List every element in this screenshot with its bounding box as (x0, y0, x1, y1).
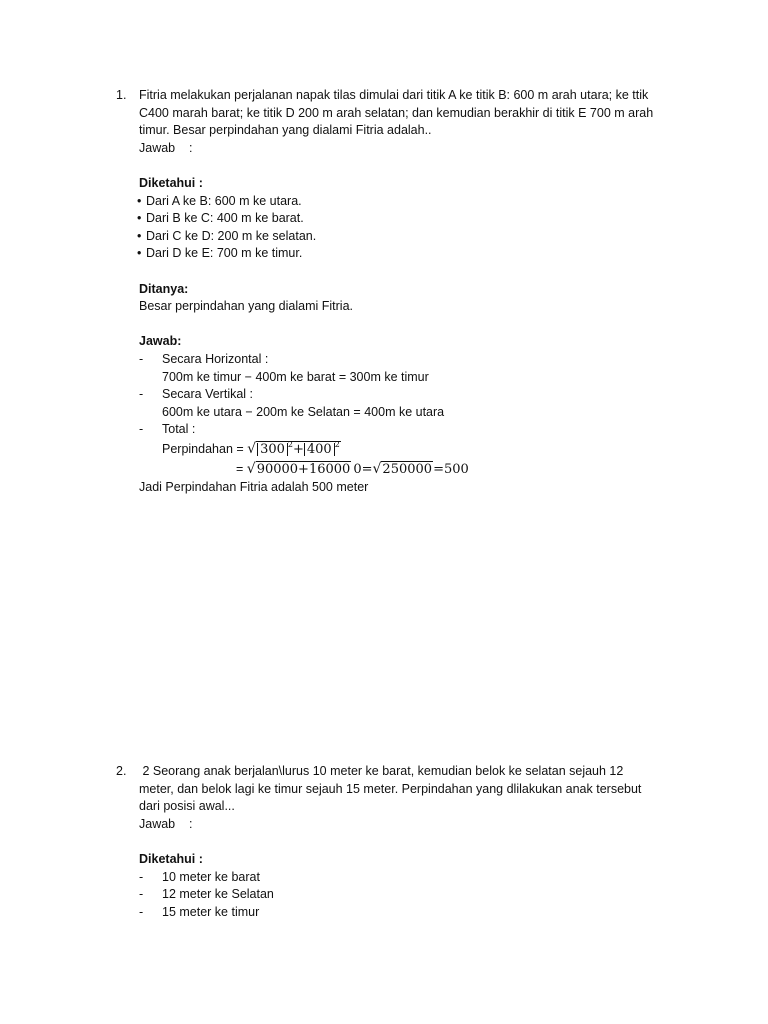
jawab-label: Jawab : (139, 816, 193, 831)
vertical-calc: 600m ke utara − 200m ke Selatan = 400m ke utara (162, 404, 445, 419)
diketahui-label: Diketahui : (139, 175, 203, 190)
formula-line-1 (139, 439, 699, 460)
horizontal-label: Secara Horizontal : (162, 351, 269, 366)
abs-400: 400 (304, 443, 335, 456)
jawab-heading: Jawab: (139, 334, 182, 349)
plus-sign: + (292, 441, 304, 457)
diketahui-item (139, 886, 699, 904)
exponent: 2 (334, 439, 340, 449)
formula-result (247, 462, 469, 477)
eq-sign: = (361, 461, 373, 477)
question-2-line-3: dari posisi awal... (139, 799, 235, 814)
question-2-line-2: meter, dan belok lagi ke timur sejauh 15 meter. Perpindahan yang dlilakukan anak tersebut (139, 781, 642, 796)
horizontal-calc: 700m ke timur − 400m ke barat = 300m ke timur (162, 369, 429, 384)
formula-line-2 (139, 460, 699, 479)
total-item (139, 421, 699, 439)
perpindahan-label: Perpindahan = (162, 441, 248, 456)
conclusion: Jadi Perpindahan Fitria adalah 500 meter (139, 479, 369, 494)
result-value: =500 (433, 461, 469, 477)
question-1-line-2: C400 marah barat; ke titik D 200 m arah selatan; dan kemudian berakhir di titik E 700 m arah (139, 105, 654, 120)
question-2 (139, 763, 699, 921)
diketahui-item: • Dari C ke D: 200 m ke selatan. (138, 228, 699, 246)
sqrt-symbol: √ (372, 460, 382, 477)
question-1-number: 1. (116, 88, 127, 102)
diketahui-item (139, 904, 699, 922)
diketahui-item-text: 15 meter ke timur (162, 904, 260, 919)
exponent: 2 (287, 439, 293, 449)
dash-marker: - (139, 422, 144, 437)
ditanya-label: Ditanya: (139, 281, 189, 296)
diketahui-item-text: 10 meter ke barat (162, 869, 260, 884)
diketahui-item (139, 869, 699, 887)
diketahui-item-text: 12 meter ke Selatan (162, 887, 274, 902)
dash-marker: - (139, 351, 144, 366)
jawab-label: Jawab : (139, 140, 193, 155)
dash-marker: - (139, 904, 144, 919)
sqrt-sum: 90000+16000 (256, 461, 351, 477)
question-1 (139, 87, 699, 496)
question-2-number: 2. (116, 764, 127, 778)
diketahui-item: • Dari A ke B: 600 m ke utara. (138, 193, 699, 211)
question-1-line-3: timur. Besar perpindahan yang dialami Fitria adalah.. (139, 123, 432, 138)
diketahui-item: • Dari D ke E: 700 m ke timur. (138, 245, 699, 263)
vertical-label: Secara Vertikal : (162, 387, 254, 402)
ditanya-text: Besar perpindahan yang dialami Fitria. (139, 299, 354, 314)
sqrt-symbol: √ (246, 460, 256, 477)
formula-sqrt-sum-of-squares (247, 439, 341, 457)
equals-sign: = (236, 461, 247, 476)
dash-marker: - (139, 887, 144, 902)
diketahui-label: Diketahui : (139, 851, 203, 866)
vertical-item (139, 386, 699, 404)
sqrt-result: 250000 (382, 461, 433, 477)
question-2-line-1: 2 Seorang anak berjalan\lurus 10 meter ke barat, kemudian belok ke selatan sejauh 12 (139, 764, 624, 778)
stray-zero: 0 (353, 461, 362, 477)
question-1-line-1: Fitria melakukan perjalanan napak tilas dimulai dari titik A ke titik B: 600 m arah utara; ke ttik (139, 88, 649, 102)
horizontal-item (139, 351, 699, 369)
dash-marker: - (139, 387, 144, 402)
abs-300: 300 (257, 443, 288, 456)
total-label: Total : (162, 422, 196, 437)
dash-marker: - (139, 869, 144, 884)
sqrt-symbol: √ (247, 440, 257, 457)
diketahui-item: • Dari B ke C: 400 m ke barat. (138, 210, 699, 228)
